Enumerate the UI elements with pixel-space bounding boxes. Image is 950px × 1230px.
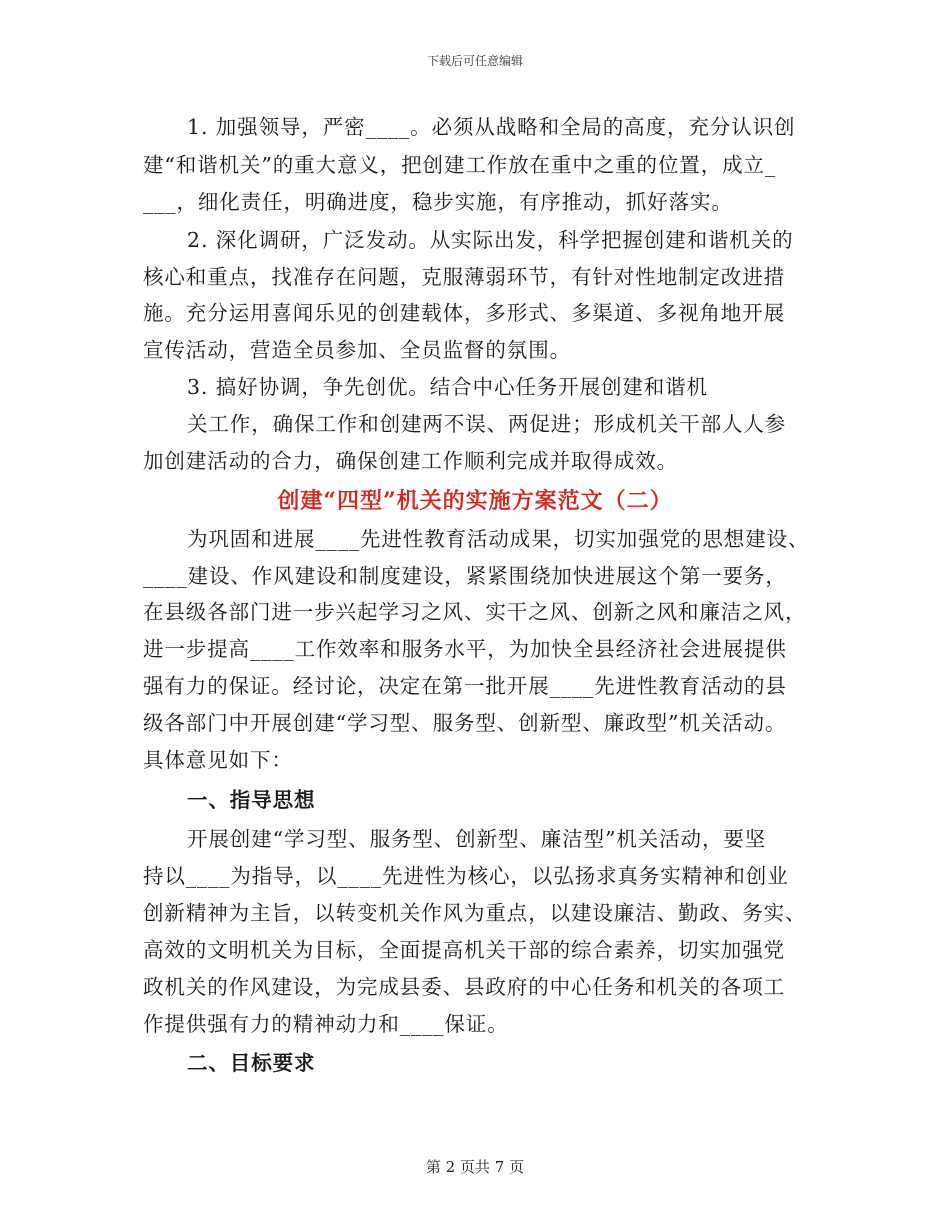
p3-line-3: 加创建活动的合力，确保创建工作顺利完成并取得成效。: [143, 449, 678, 473]
p4-line-2: ____建设、作风建设和制度建设，紧紧围绕加快进展这个第一要务，: [143, 564, 787, 588]
p5-line-6: 作提供强有力的精神动力和____保证。: [143, 1012, 509, 1036]
p1-line-1: 1. 加强领导，严密____。必须从战略和全局的高度，充分认识创: [187, 115, 796, 139]
p4-line-3: 在县级各部门进一步兴起学习之风、实干之风、创新之风和廉洁之风，: [143, 600, 807, 624]
p2-line-1: 2. 深化调研，广泛发动。从实际出发，科学把握创建和谐机关的: [187, 228, 794, 252]
p5-line-1: 开展创建“学习型、服务型、创新型、廉洁型”机关活动，要坚: [187, 827, 767, 851]
p5-line-2: 持以____为指导，以____先进性为核心，以弘扬求真务实精神和创业: [143, 864, 789, 888]
page-header-note: 下载后可任意编辑: [426, 54, 523, 68]
p2-line-4: 宣传活动，营造全员参加、全员监督的氛围。: [143, 338, 571, 362]
p3-line-1: 3. 搞好协调，争先创优。结合中心任务开展创建和谐机: [187, 375, 708, 399]
p4-line-5: 强有力的保证。经讨论，决定在第一批开展____先进性教育活动的县: [143, 674, 787, 698]
p2-line-2: 核心和重点，找准存在问题，克服薄弱环节，有针对性地制定改进措: [143, 265, 785, 289]
p2-line-3: 施。充分运用喜闻乐见的创建载体，多形式、多渠道、多视角地开展: [143, 301, 785, 325]
heading-guiding-thought: 一、指导思想: [187, 788, 316, 812]
p1-line-3: ___，细化责任，明确进度，稳步实施，有序推动，抓好落实。: [143, 190, 733, 214]
p5-line-4: 高效的文明机关为目标，全面提高机关干部的综合素养，切实加强党: [143, 938, 785, 962]
page-number: 第 2 页共 7 页: [425, 1158, 525, 1176]
p1-line-2: 建“和谐机关”的重大意义，把创建工作放在重中之重的位置，成立_: [143, 153, 777, 177]
p3-line-2: 关工作，确保工作和创建两不误、两促进；形成机关干部人人参: [187, 412, 787, 436]
p4-line-7: 具体意见如下：: [143, 748, 293, 772]
p4-line-1: 为巩固和进展____先进性教育活动成果，切实加强党的思想建设、: [187, 527, 810, 551]
p4-line-4: 进一步提高____工作效率和服务水平，为加快全县经济社会进展提供: [143, 637, 787, 661]
heading-goals: 二、目标要求: [187, 1051, 316, 1075]
section-title: 创建“四型”机关的实施方案范文（二）: [277, 488, 673, 514]
p5-line-5: 政机关的作风建设，为完成县委、县政府的中心任务和机关的各项工: [143, 975, 785, 999]
p4-line-6: 级各部门中开展创建“学习型、服务型、创新型、廉政型”机关活动。: [143, 711, 787, 735]
p5-line-3: 创新精神为主旨，以转变机关作风为重点，以建设廉洁、勤政、务实、: [143, 901, 807, 925]
